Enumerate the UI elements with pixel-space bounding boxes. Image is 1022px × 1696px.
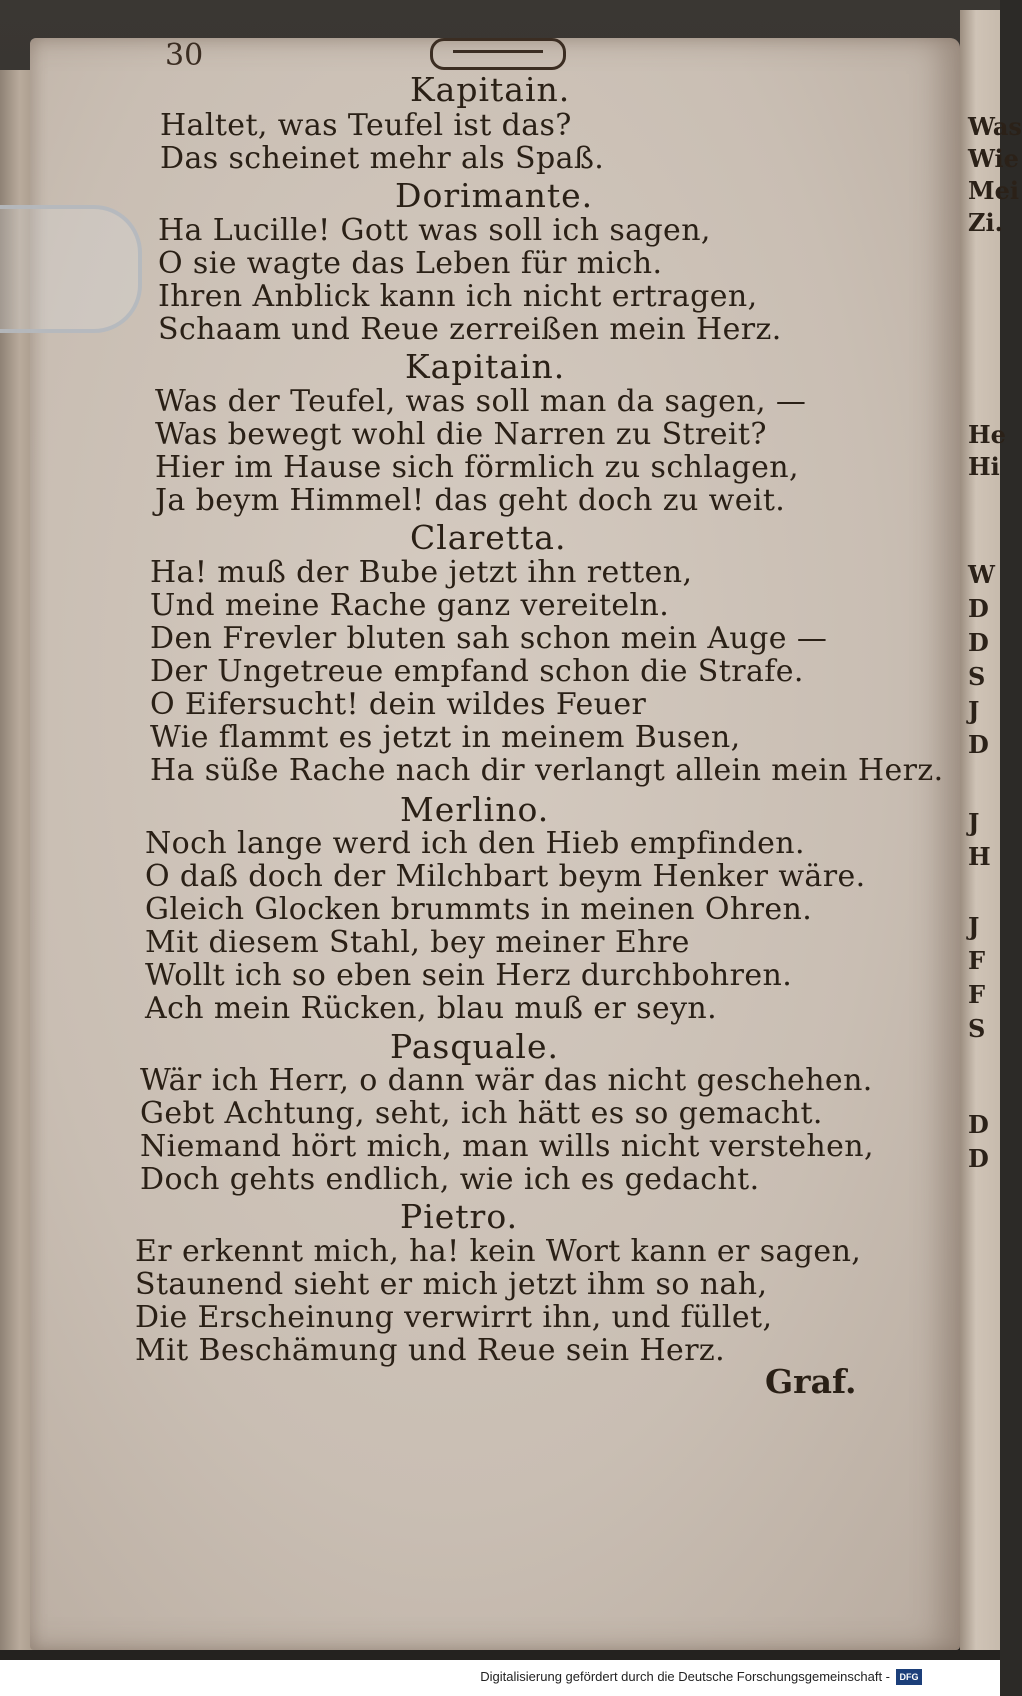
adjacent-page-fragment: J xyxy=(968,696,980,725)
verse-line: Niemand hört mich, man wills nicht verstehen, xyxy=(140,1129,874,1164)
adjacent-page-fragment: S xyxy=(968,1014,986,1043)
verse-line: Gebt Achtung, seht, ich hätt es so gemacht. xyxy=(140,1096,823,1131)
verse-line: Gleich Glocken brummts in meinen Ohren. xyxy=(145,892,813,927)
verse-line: Haltet, was Teufel ist das? xyxy=(160,108,572,143)
speaker-heading: Kapitain. xyxy=(405,347,566,386)
adjacent-page-fragment: He xyxy=(968,420,1006,449)
verse-line: Ja beym Himmel! das geht doch zu weit. xyxy=(155,483,786,518)
adjacent-page-fragment: J xyxy=(968,808,980,837)
adjacent-page-fragment: D xyxy=(968,1110,989,1139)
adjacent-page-fragment: D xyxy=(968,594,989,623)
adjacent-page-fragment: W xyxy=(968,560,995,589)
verse-line: Was der Teufel, was soll man da sagen, — xyxy=(155,384,807,419)
verse-line: Ihren Anblick kann ich nicht ertragen, xyxy=(158,279,758,314)
verse-line: Hier im Hause sich förmlich zu schlagen, xyxy=(155,450,799,485)
adjacent-page-fragment: H xyxy=(968,842,991,871)
page-number: 30 xyxy=(165,38,204,73)
speaker-heading: Kapitain. xyxy=(410,70,571,109)
adjacent-page-fragment: Zi. xyxy=(968,208,1003,237)
verse-line: Was bewegt wohl die Narren zu Streit? xyxy=(155,417,767,452)
verse-line: Die Erscheinung verwirrt ihn, und füllet, xyxy=(135,1300,773,1335)
verse-line: Den Frevler bluten sah schon mein Auge — xyxy=(150,621,828,656)
speaker-heading: Claretta. xyxy=(410,518,567,557)
speaker-heading: Merlino. xyxy=(400,790,550,829)
verse-line: Ha süße Rache nach dir verlangt allein mein Herz. xyxy=(150,753,944,788)
digitization-footer xyxy=(0,1660,1000,1696)
verse-line: Der Ungetreue empfand schon die Strafe. xyxy=(150,654,804,689)
verse-line: Wie flammt es jetzt in meinem Busen, xyxy=(150,720,741,755)
adjacent-page-fragment: Hi xyxy=(968,452,1000,481)
adjacent-page-fragment: D xyxy=(968,730,989,759)
verse-line: Mit Beschämung und Reue sein Herz. xyxy=(135,1333,726,1368)
verse-line: Mit diesem Stahl, bey meiner Ehre xyxy=(145,925,690,960)
verse-line: O Eifersucht! dein wildes Feuer xyxy=(150,687,647,722)
verse-line: Er erkennt mich, ha! kein Wort kann er sagen, xyxy=(135,1234,862,1269)
catchword: Graf. xyxy=(765,1362,857,1401)
adjacent-page-fragment: J xyxy=(968,912,980,941)
verse-line: Und meine Rache ganz vereiteln. xyxy=(150,588,670,623)
speaker-heading: Pietro. xyxy=(400,1197,519,1236)
verse-line: O sie wagte das Leben für mich. xyxy=(158,246,663,281)
verse-line: Schaam und Reue zerreißen mein Herz. xyxy=(158,312,782,347)
verse-line: Wär ich Herr, o dann wär das nicht geschehen. xyxy=(140,1063,873,1098)
adjacent-page-fragment: D xyxy=(968,628,989,657)
verse-line: O daß doch der Milchbart beym Henker wäre. xyxy=(145,859,866,894)
verse-line: Doch gehts endlich, wie ich es gedacht. xyxy=(140,1162,760,1197)
adjacent-page-fragment: S xyxy=(968,662,986,691)
adjacent-page-fragment: F xyxy=(968,946,986,975)
adjacent-page-fragment: Wie xyxy=(968,144,1019,173)
verse-line: Wollt ich so eben sein Herz durchbohren. xyxy=(145,958,793,993)
verse-line: Noch lange werd ich den Hieb empfinden. xyxy=(145,826,805,861)
funding-credit: Digitalisierung gefördert durch die Deutsche Forschungsgemeinschaft - xyxy=(480,1669,890,1684)
verse-line: Ha! muß der Bube jetzt ihn retten, xyxy=(150,555,693,590)
verse-line: Ha Lucille! Gott was soll ich sagen, xyxy=(158,213,711,248)
adjacent-page-fragment: F xyxy=(968,980,986,1009)
adjacent-page-fragment: D xyxy=(968,1144,989,1173)
adjacent-page-fragment: Mei xyxy=(968,176,1019,205)
verse-line: Ach mein Rücken, blau muß er seyn. xyxy=(145,991,718,1026)
speaker-heading: Pasquale. xyxy=(390,1027,559,1066)
adjacent-page-fragment: Was xyxy=(968,112,1022,141)
dfg-logo: DFG xyxy=(896,1669,922,1685)
speaker-heading: Dorimante. xyxy=(395,176,594,215)
verse-line: Das scheinet mehr als Spaß. xyxy=(160,141,605,176)
verse-line: Staunend sieht er mich jetzt ihm so nah, xyxy=(135,1267,768,1302)
